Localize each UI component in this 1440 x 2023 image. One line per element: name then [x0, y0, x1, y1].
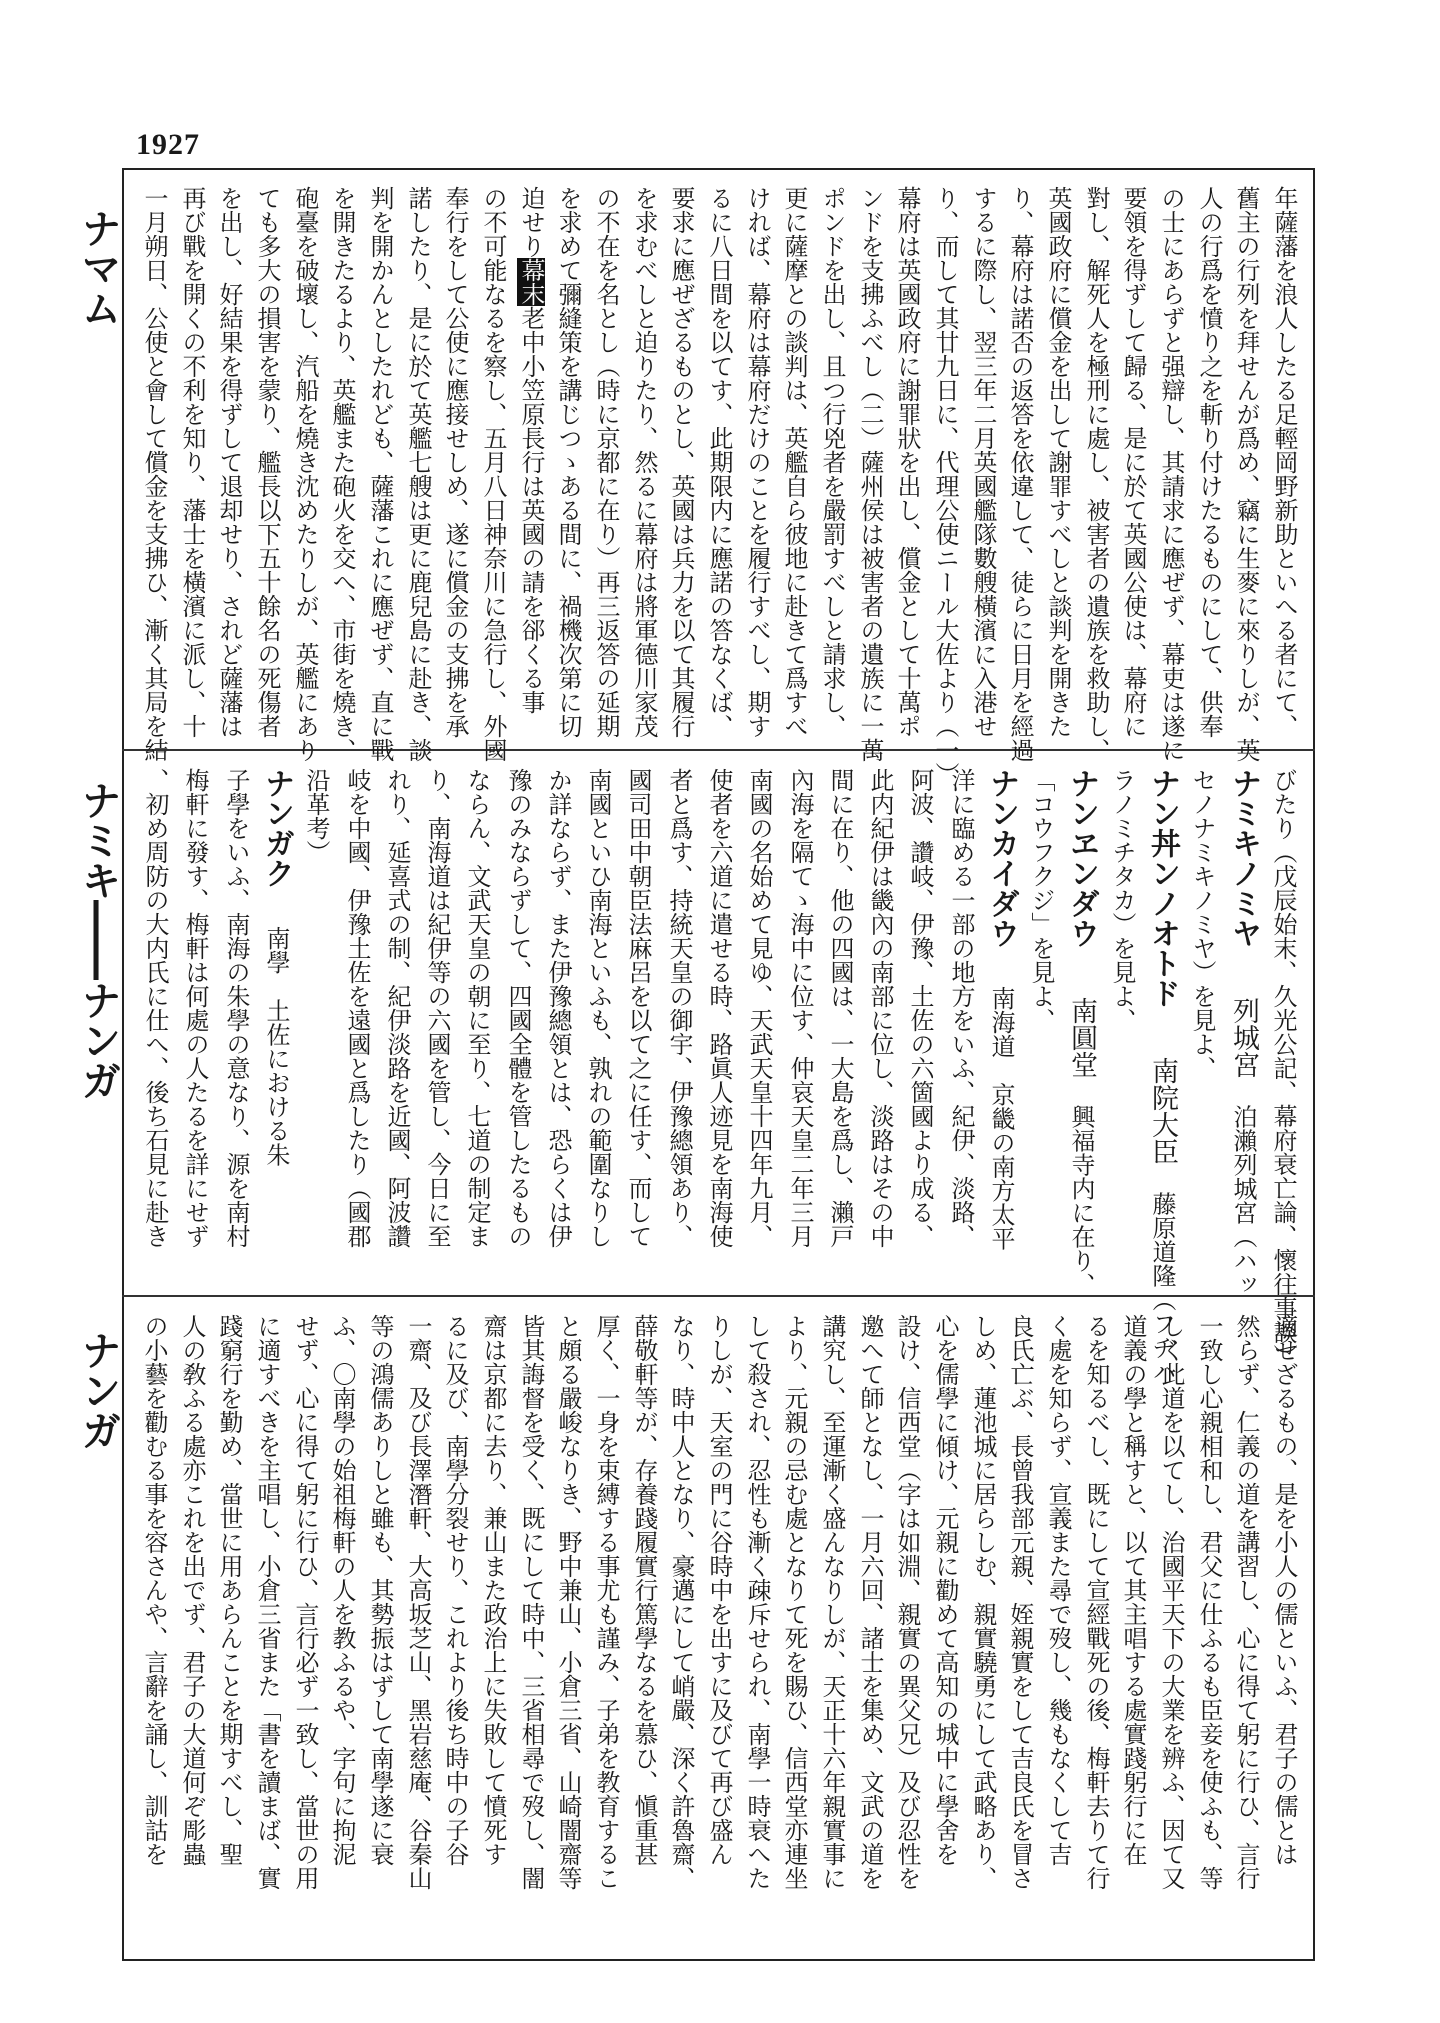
text-column: ても多大の損害を蒙り、艦長以下五十餘名の死傷者 [253, 186, 281, 738]
text-column: り、而して其廿九日に、代理公使ニール大佐より（一） [931, 186, 959, 786]
text-column: 判を開かんとしたれども、薩藩これに應ぜず、直に戰 [366, 186, 394, 762]
text-column: 一月朔日、公使と會して償金を支拂ひ、漸く其局を結 [140, 186, 168, 762]
side-index-label: ナミキ――ナンガ [75, 780, 121, 1100]
bottom-section [135, 1304, 1303, 1954]
text-column: 人の敎ふる處亦これを出でず、君子の大道何ぞ彫蟲 [178, 1314, 206, 1866]
entry-heading: ナンカイダウ [984, 768, 1019, 948]
text-column: く處を知らず、宣義また尋で歿し、幾もなくして吉 [1044, 1314, 1072, 1866]
text-column: 道義の學と稱すと、以て其主唱する處實踐躬行に在 [1119, 1314, 1147, 1866]
text-column: 心を儒學に傾け、元親に勸めて高知の城中に學舍を [931, 1314, 959, 1866]
text-column: るを知るべし、既にして宣經戰死の後、梅軒去りて行 [1082, 1314, 1110, 1890]
text-column: 一致し心親相和し、君父に仕ふるも臣妾を使ふも、等 [1195, 1314, 1223, 1890]
text-column: に適すべきを主唱し、小倉三省また「書を讀まば、實 [253, 1314, 281, 1890]
side-index-label: ナマム [75, 208, 121, 328]
text-column: の小藝を勸むる事を容さんや、言辭を誦し、訓詁を [140, 1314, 168, 1866]
text-column: 薛敬軒等が、存養踐履實行篤學なるを慕ひ、愼重甚 [630, 1314, 658, 1866]
text-column: 幕府は英國政府に謝罪狀を出し、償金として十萬ポ [893, 186, 921, 738]
text-column: ポンドを出し、且つ行兇者を嚴罰すべしと請求し、 [818, 186, 846, 738]
entry-text-column: 梅軒に發す、梅軒は何處の人たるを詳にせず [181, 768, 209, 1248]
entry-text-column: 者と爲す、持統天皇の御宇、伊豫總領あり、 [665, 768, 693, 1248]
text-column: 砲臺を破壞し、汽船を燒き沈めたりしが、英艦にあり [291, 186, 319, 762]
page-number: 1927 [136, 128, 200, 161]
entry-text-column: 岐を中國、伊豫土佐を遠國と爲したり（國郡 [343, 768, 371, 1248]
text-column: 適せざるもの、是を小人の儒といふ、君子の儒とは [1270, 1314, 1298, 1866]
text-column: 再び戰を開くの不利を知り、藩士を橫濱に派し、十 [178, 186, 206, 738]
text-column: 要求に應ぜざるものとし、英國は兵力を以て其履行 [667, 186, 695, 738]
entry-heading-column [984, 768, 1019, 1280]
text-column: 奉行をして公使に應接せしめ、遂に償金の支拂を承 [441, 186, 469, 738]
text-column: 齋は京都に去り、兼山また政治上に失敗して憤死す [479, 1314, 507, 1866]
text-column: より、元親の忌む處となりて死を賜ひ、信西堂亦連坐 [780, 1314, 808, 1890]
text-column: せず、心に得て躬に行ひ、言行必ず一致し、當世の用 [291, 1314, 319, 1890]
entry-text-start: 興福寺内に在り、 [1067, 1104, 1095, 1297]
section-divider [122, 1295, 1315, 1297]
entry-text-start: 京畿の南方太平 [987, 1082, 1015, 1251]
text-column: るに及び、南學分裂せり、これより後ち時中の子谷 [441, 1314, 469, 1866]
entry-text-column: 洋に臨める一部の地方をいふ、紀伊、淡路、 [947, 768, 975, 1248]
entry-kanji: 列城宮 [1228, 969, 1259, 1105]
side-index-label: ナンガ [75, 1330, 121, 1450]
entry-heading: ナミキノミヤ [1226, 768, 1261, 948]
entry-text-column: 國司田中朝臣法麻呂を以て之に任す、而して [624, 768, 652, 1248]
text-column: の不可能なるを察し、五月八日神奈川に急行し、外國 [479, 186, 507, 762]
entry-text-column: 沿革考） [302, 768, 330, 864]
text-column: 一齋、及び長澤潛軒、大高坂芝山、黑岩慈庵、谷秦山 [404, 1314, 432, 1890]
entry-heading: ナンヱンダウ [1064, 768, 1099, 948]
text-column: の不在を名とし（時に京都に在り）再三返答の延期 [592, 186, 620, 738]
top-section [135, 176, 1303, 786]
text-column: りしが、天室の門に谷時中を出すに及びて再び盛ん [705, 1314, 733, 1866]
text-column: して殺され、忍性も漸く疎斥せられ、南學一時衰へた [743, 1314, 771, 1890]
entry-text-start: 土佐における朱 [262, 998, 290, 1167]
entry-text-column: 阿波、讚岐、伊豫、土佐の六箇國より成る、 [906, 768, 934, 1248]
entry-kanji: 南圓堂 [1066, 969, 1097, 1105]
text-column: 邀へて師となし、一月六回、諸士を集め、文武の道を [856, 1314, 884, 1890]
text-column: しく此道を以てし、治國平天下の大業を辨ふ、因て又 [1157, 1314, 1185, 1890]
text-column: を求めて彌縫策を講じつゝある間に、禍機次第に切 [554, 186, 582, 738]
entry-heading-column [1145, 768, 1180, 1384]
text-column: 良氏亡ぶ、長曾我部元親、姪親實をして吉良氏を冒さ [1006, 1314, 1034, 1890]
entry-text-column: セノナミキノミヤ）を見よ、 [1188, 768, 1216, 1080]
entry-heading-column [1064, 768, 1099, 1297]
text-column: 設け、信西堂（字は如淵、親實の異父兄）及び忍性を [893, 1314, 921, 1890]
entry-text-column: 豫のみならずして、四國全體を管したるもの [504, 768, 532, 1248]
entry-text-column: れり、延喜式の制、紀伊淡路を近國、阿波讚 [383, 768, 411, 1248]
continuation-column: びたり（戊辰始末、久光公記、幕府衰亡論、懷往事談） [1269, 768, 1297, 1368]
text-column: 舊主の行列を拜せんが爲め、竊に生麥に來りしが、英 [1232, 186, 1260, 762]
text-column: を開きたるより、英艦また砲火を交へ、市街を燒き、 [328, 186, 356, 762]
text-column: 厚く、一身を束縛する事尤も謹み、子弟を教育するこ [592, 1314, 620, 1890]
text-column: り、幕府は諾否の返答を依違して、徒らに日月を經過 [1006, 186, 1034, 762]
entry-kanji: 南海道 [987, 962, 1015, 1083]
entry-heading: ナン丼ンノオトド [1145, 768, 1180, 1008]
entry-heading-column [1226, 768, 1261, 1297]
text-column: を出し、好結果を得ずして退却せり、されど薩藩は [215, 186, 243, 738]
entry-text-column: 內海を隔てゝ海中に位す、仲哀天皇二年三月 [786, 768, 814, 1248]
entry-text-column: 間に在り、他の四國は、一大島を爲し、瀨戸 [826, 768, 854, 1248]
entry-kanji: 南院大臣 [1147, 1029, 1178, 1192]
era-marker: 幕末 [517, 258, 545, 306]
entry-text-column: 子學をいふ、南海の朱學の意なり、源を南村 [222, 768, 250, 1248]
text-column: 要領を得ずして歸る、是に於て英國公使は、幕府に [1119, 186, 1147, 738]
entry-text-start: 藤原道隆（フヂハ [1148, 1191, 1176, 1384]
text-column: 英國政府に償金を出して謝罪すべしと談判を開きた [1044, 186, 1072, 738]
text-column: を求むべしと迫りたり、然るに幕府は將軍德川家茂 [630, 186, 658, 738]
entry-text-column: 、初め周防の大内氏に仕へ、後ち石見に赴き [141, 768, 169, 1248]
entry-heading-column [259, 768, 294, 1280]
text-column: ンドを支拂ふべし（二）薩州侯は被害者の遺族に一萬 [856, 186, 884, 762]
text-column: 更に薩摩との談判は、英艦自ら彼地に赴きて爲すべ [780, 186, 808, 738]
text-column: 對し、解死人を極刑に處し、被害者の遺族を救助し、 [1082, 186, 1110, 762]
entry-kanji: 南學 [262, 902, 290, 999]
text-column: しめ、蓮池城に居らしむ、親實驍勇にして武略あり、 [969, 1314, 997, 1890]
entry-text-column: ラノミチタカ）を見よ、 [1108, 768, 1136, 1032]
text-column: 等の鴻儒ありしと雖も、其勢振はずして南學遂に衰 [366, 1314, 394, 1866]
text-column: なり、時中人となり、豪邁にして峭嚴、深く許魯齋、 [667, 1314, 695, 1890]
text-column: るに八日間を以てす、此期限内に應諾の答なくば、 [705, 186, 733, 738]
text-column: の士にあらずと强辯し、其請求に應ぜず、幕吏は遂に [1157, 186, 1185, 762]
entry-text-column: 此内紀伊は畿內の南部に位し、淡路はその中 [866, 768, 894, 1248]
text-column: ふ、〇南學の始祖梅軒の人を教ふるや、字句に拘泥 [328, 1314, 356, 1866]
entry-text-column: 南國といひ南海といふも、孰れの範圍なりし [584, 768, 612, 1248]
text-column: するに際し、翌三年二月英國艦隊數艘橫濱に入港せ [969, 186, 997, 738]
entry-text-column: 「コウフクジ」を見よ、 [1027, 768, 1055, 1032]
text-column: 踐窮行を勤め、當世に用あらんことを期すべし、聖 [215, 1314, 243, 1866]
text-column: 然らず、仁義の道を講習し、心に得て躬に行ひ、言行 [1232, 1314, 1260, 1890]
entry-text-column: か詳ならず、また伊豫總領とは、恐らくは伊 [544, 768, 572, 1248]
entry-heading: ナンガク [259, 768, 294, 888]
text-column: 迫せり幕末老中小笠原長行は英國の請を郤くる事 [517, 186, 545, 714]
text-column: 皆其誨督を受く、既にして時中、三省相尋で歿し、闇 [517, 1314, 545, 1890]
middle-section [135, 758, 1303, 1384]
text-column: と頗る嚴峻なりき、野中兼山、小倉三省、山崎闇齋等 [554, 1314, 582, 1890]
text-column: 人の行爲を憤り之を斬り付けたるものにして、供奉 [1195, 186, 1223, 738]
entry-text-column: り、南海道は紀伊等の六國を管し、今日に至 [423, 768, 451, 1248]
entry-text-column: 使者を六道に遣せる時、路眞人迹見を南海使 [705, 768, 733, 1248]
text-column: ければ、幕府は幕府だけのことを履行すべし、期す [743, 186, 771, 738]
entry-text-start: 泊瀨列城宮（ハッ [1229, 1104, 1257, 1297]
entry-text-column: 南國の名始めて見ゆ、天武天皇十四年九月、 [745, 768, 773, 1248]
text-column: 諾したり、是に於て英艦七艘は更に鹿兒島に赴き、談 [404, 186, 432, 762]
text-column: 講究し、至運漸く盛んなりしが、天正十六年親實事に [818, 1314, 846, 1890]
text-column: 年薩藩を浪人したる足輕岡野新助といへる者にて、 [1270, 186, 1298, 738]
entry-text-column: ならん、文武天皇の朝に至り、七道の制定ま [463, 768, 491, 1248]
